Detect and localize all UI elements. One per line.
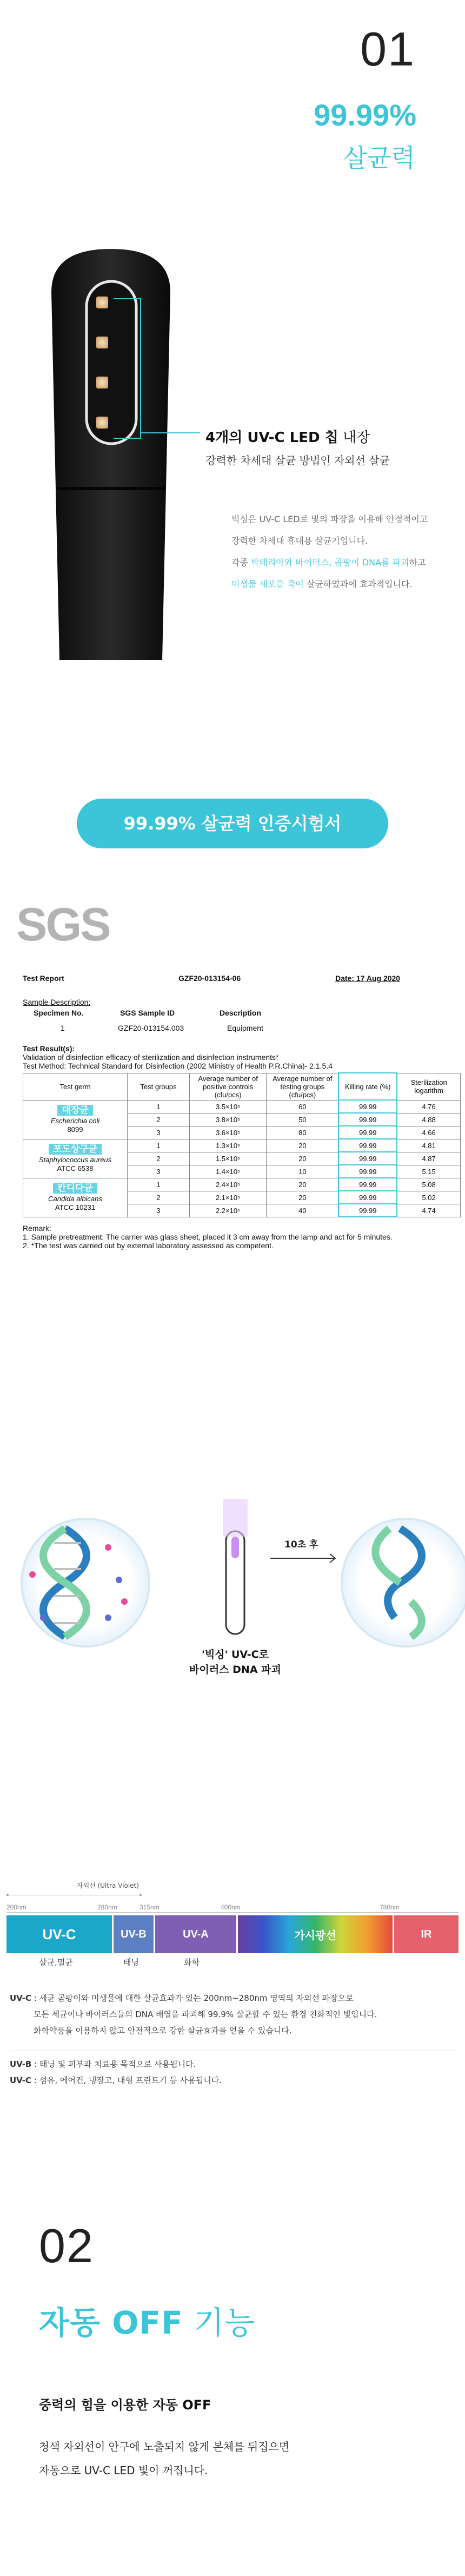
band-uvc: UV-C xyxy=(6,1915,112,1953)
cell-log: 4.81 xyxy=(397,1139,460,1152)
cell-log: 5.15 xyxy=(397,1165,460,1178)
headline-korean: 살균력 xyxy=(343,143,415,173)
cell-g: 1 xyxy=(128,1100,190,1113)
cell-pos: 2.4×10⁵ xyxy=(189,1178,266,1191)
cell-pos: 2.1×10⁵ xyxy=(189,1191,266,1204)
cell-kr: 99.99 xyxy=(338,1113,397,1126)
label-tanning: 태닝 xyxy=(123,1958,139,1967)
cell-kr: 99.99 xyxy=(338,1204,397,1217)
cell-kr: 99.99 xyxy=(338,1191,397,1204)
test-report: Test Report GZF20-013154-06 Date: 17 Aug 2020 Sample Description: Specimen No. SGS Sample ID Description 1 GZF20-013154.003 Equipment Test Result(s): Validation of disinfection efficacy of sterilization and disinfection instruments* Test Method: Technical Standard for Disinfection (2002 Ministry of Health P.R.China)- 2.1.5.4 Test germ Test groups Average number of positive controls (cfu/pcs) Average number of testing groups (cfu/pcs) Killing rate (%) Sterilization logarithm 대장균 Escherichia coli 8099 1 3.5×10⁵ 60 99.99 4.76 2 3.8×10⁵ 50 99.99 4.88 3 3.6×10⁵ 80 99.99 4.66 포도상구균 Staphylococcus aureus ATCC 6538 1 1.3×10⁵ 20 99.99 4.81 2 1.5×10⁵ 20 99.99 4.87 3 1.4×10⁵ 10 99.99 5.15 칸디다균 Candida albicans ATCC 10231 1 2.4×10⁵ 20 99.99 5.08 2 2.1×10⁵ 20 99.99 5.02 3 2.2×10⁵ 40 99.99 4.74 Remark: 1. Sample pretreatment: The carrier was glass sheet, placed it 3 cm away from the lamp and act for 5 minutes. 2. *The test was carried out by external laboratory assessed as competent. xyxy=(23,974,444,1250)
cell-log: 4.66 xyxy=(397,1126,460,1139)
cell-test: 20 xyxy=(267,1152,338,1165)
table-row xyxy=(23,1100,461,1113)
cell-log: 4.87 xyxy=(397,1152,460,1165)
cell-test: 20 xyxy=(267,1139,338,1152)
cell-kr: 99.99 xyxy=(338,1152,397,1165)
germ-cell: 포도상구균 Staphylococcus aureus ATCC 6538 xyxy=(23,1139,128,1178)
cell-log: 4.74 xyxy=(397,1204,460,1217)
cell-pos: 2.2×10⁵ xyxy=(189,1204,266,1217)
germ-cell: 대장균 Escherichia coli 8099 xyxy=(23,1100,128,1139)
cell-g: 1 xyxy=(128,1178,190,1191)
cell-pos: 1.5×10⁵ xyxy=(189,1152,266,1165)
uv-spectrum xyxy=(0,1877,465,1967)
cell-log: 5.02 xyxy=(397,1191,460,1204)
spectrum-title: 자외선 (Ultra Violet) xyxy=(77,1882,139,1889)
cell-g: 3 xyxy=(128,1165,190,1178)
cell-g: 3 xyxy=(128,1126,190,1139)
cell-kr: 99.99 xyxy=(338,1126,397,1139)
germ-cell: 칸디다균 Candida albicans ATCC 10231 xyxy=(23,1178,128,1217)
cell-g: 2 xyxy=(128,1152,190,1165)
cell-pos: 3.6×10⁵ xyxy=(189,1126,266,1139)
tick-780: 780nm xyxy=(380,1903,400,1911)
cell-g: 2 xyxy=(128,1113,190,1126)
cell-log: 4.88 xyxy=(397,1113,460,1126)
arrow-label: 10초 후 xyxy=(284,1539,318,1550)
feature-title: 4개의 UV-C LED 칩 내장 xyxy=(205,430,370,446)
certification-pill: 99.99% 살균력 인증시험서 xyxy=(77,799,388,848)
label-chemical: 화학 xyxy=(184,1958,200,1967)
cell-pos: 3.8×10⁵ xyxy=(189,1113,266,1126)
cell-log: 5.08 xyxy=(397,1178,460,1191)
section2-title: 자동 OFF 기능 xyxy=(39,2304,256,2341)
sgs-logo: SGS xyxy=(16,899,110,951)
tick-200: 200nm xyxy=(6,1903,26,1911)
dna-caption: '빅싱' UV-C로 바이러스 DNA 파괴 xyxy=(189,1649,281,1676)
feature-subtitle: 강력한 차세대 살균 방법인 자외선 살균 xyxy=(205,454,390,467)
band-visible: 가시광선 xyxy=(238,1915,393,1953)
cell-kr: 99.99 xyxy=(338,1165,397,1178)
section2-number: 02 xyxy=(39,2219,94,2272)
tick-315: 315nm xyxy=(140,1903,160,1911)
section-number: 01 xyxy=(360,22,415,76)
cell-kr: 99.99 xyxy=(338,1100,397,1113)
cell-test: 50 xyxy=(267,1113,338,1126)
cell-kr: 99.99 xyxy=(338,1139,397,1152)
cell-test: 80 xyxy=(267,1126,338,1139)
results-table: Test germ Test groups Average number of positive controls (cfu/pcs) Average number of testing groups (cfu/pcs) Killing rate (%) Sterilization logarithm 대장균 Escherichia coli 8099 1 3.5×10⁵ 60 99.99 4.76 2 3.8×10⁵ 50 99.99 4.88 3 3.6×10⁵ 80 99.99 4.66 포도상구균 Staphylococcus aureus ATCC 6538 1 1.3×10⁵ 20 99.99 4.81 2 1.5×10⁵ 20 99.99 4.87 3 1.4×10⁵ 10 99.99 5.15 칸디다균 Candida albicans ATCC 10231 1 2.4×10⁵ 20 99.99 5.08 2 2.1×10⁵ 20 99.99 5.02 3 2.2×10⁵ 40 99.99 4.74 xyxy=(23,1072,461,1217)
cell-test: 10 xyxy=(267,1165,338,1178)
cell-pos: 1.3×10⁵ xyxy=(189,1139,266,1152)
cell-log: 4.76 xyxy=(397,1100,460,1113)
section2-subtitle: 중력의 힘을 이용한 자동 OFF xyxy=(39,2397,211,2413)
band-uvb: UV-B xyxy=(114,1915,154,1953)
uvc-explanation: UV-C : 세균 곰팡이와 미생물에 대한 살균효과가 있는 200nm~280nm 영역의 자외선 파장으로 모든 세균이나 바이러스들의 DNA 배열을 파괴해 99.9% 살균할 수 있는 환경 친화적인 빛입니다. 화학약품을 이용하지 않고 안전적으로 강한 살균효과를 얻을 수 있습니다. xyxy=(10,1993,377,2035)
cell-kr: 99.99 xyxy=(338,1178,397,1191)
table-row xyxy=(23,1139,461,1152)
table-row xyxy=(23,1178,461,1191)
feature-description: 빅싱은 UV-C LED로 빛의 파장을 이용해 안정적이고 강력한 차세대 휴대용 살균기입니다. 각종 박테리아와 바이러스, 곰팡이 DNA를 파괴하고 미생물 세포를 죽여 살균하였과에 효과적입니다. xyxy=(231,514,428,589)
tick-400: 400nm xyxy=(221,1903,241,1911)
cell-g: 3 xyxy=(128,1204,190,1217)
cell-test: 20 xyxy=(267,1191,338,1204)
cell-test: 40 xyxy=(267,1204,338,1217)
cell-pos: 3.5×10⁵ xyxy=(189,1100,266,1113)
section2-description: 청색 자외선이 안구에 노출되지 않게 본체를 뒤집으면 자동으로 UV-C LED 빛이 꺼집니다. xyxy=(39,2440,290,2477)
cell-g: 1 xyxy=(128,1139,190,1152)
uvb-explanation: UV-B : 태닝 및 피부과 치료용 목적으로 사용됩니다. UV-C : 섬유, 에어컨, 냉장고, 대형 프린트기 등 사용됩니다. xyxy=(10,2059,222,2085)
dna-before-bubble xyxy=(22,1519,149,1646)
cell-pos: 1.4×10⁵ xyxy=(189,1165,266,1178)
cell-test: 60 xyxy=(267,1100,338,1113)
cell-g: 2 xyxy=(128,1191,190,1204)
cell-test: 20 xyxy=(267,1178,338,1191)
label-sterilize: 살균,멸균 xyxy=(39,1958,73,1967)
band-ir: IR xyxy=(394,1915,459,1953)
headline-percent: 99.99% xyxy=(314,98,416,132)
band-uva: UV-A xyxy=(155,1915,236,1953)
tick-280: 280nm xyxy=(97,1903,117,1911)
